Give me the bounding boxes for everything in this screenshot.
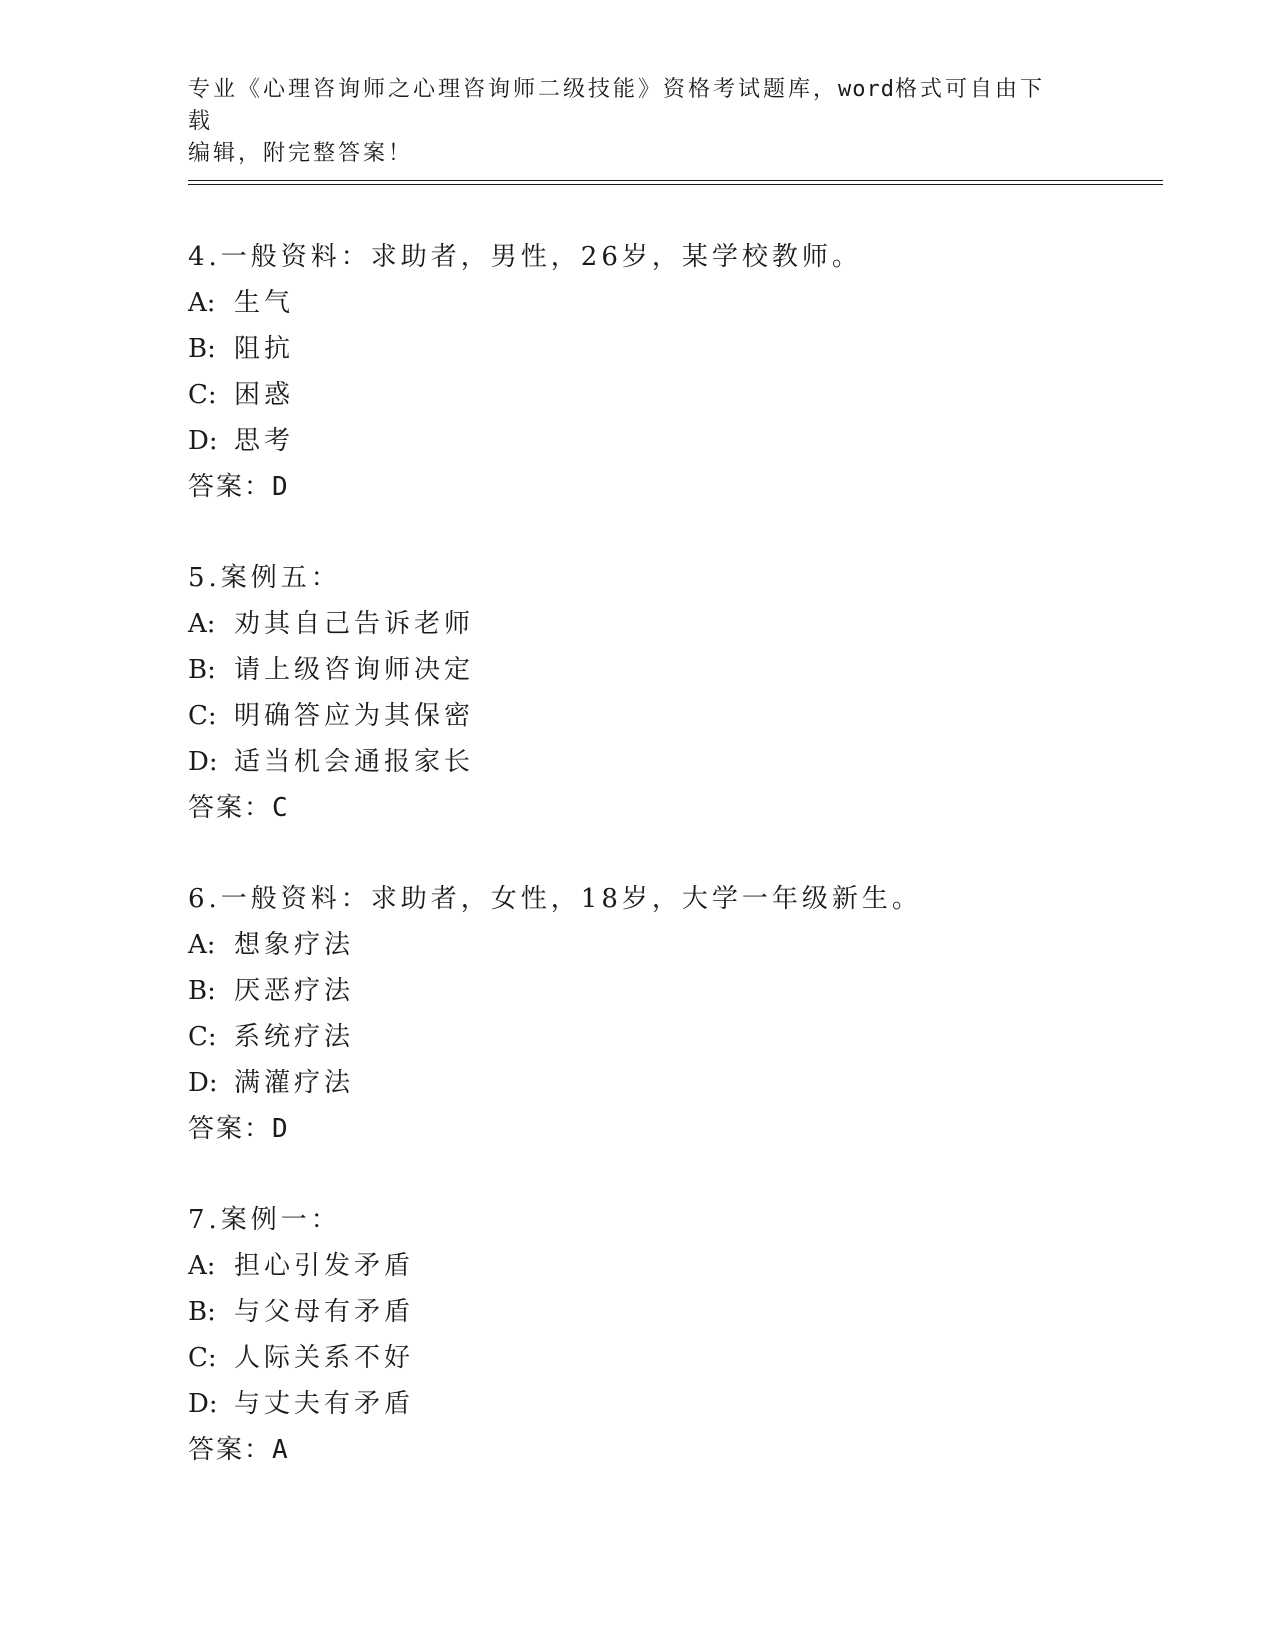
option-b (188, 968, 1088, 1014)
question-7 (188, 1197, 1088, 1473)
option-letter: D: (188, 1068, 218, 1098)
option-d (188, 1060, 1088, 1106)
header-divider-top (188, 180, 1163, 181)
option-letter: B: (188, 655, 216, 685)
header-line-1 (188, 74, 1068, 138)
option-letter: C: (188, 1343, 217, 1373)
answer-value: A (272, 1435, 288, 1465)
header-line-1-post: 格式可自由下载 (188, 77, 1046, 134)
question-stem: 5.案例五： (188, 563, 341, 593)
answer-line (188, 464, 1088, 510)
option-d (188, 739, 1088, 785)
option-d (188, 1381, 1088, 1427)
header-line-1-word: word (838, 77, 895, 102)
answer-label: 答案： (188, 1435, 273, 1465)
answer-value: D (272, 472, 288, 502)
option-c (188, 1014, 1088, 1060)
option-a (188, 280, 1088, 326)
question-stem: 4.一般资料：求助者，男性，26岁，某学校教师。 (188, 242, 862, 272)
question-stem: 6.一般资料：求助者，女性，18岁，大学一年级新生。 (188, 884, 922, 914)
option-text: 适当机会通报家长 (234, 747, 475, 777)
question-6 (188, 876, 1088, 1152)
option-b (188, 647, 1088, 693)
option-a (188, 601, 1088, 647)
option-letter: B: (188, 334, 216, 364)
option-letter: D: (188, 1389, 218, 1419)
answer-label: 答案： (188, 1114, 273, 1144)
option-letter: A: (188, 1251, 216, 1281)
option-letter: C: (188, 380, 217, 410)
header-line-2: 编辑，附完整答案！ (188, 141, 414, 166)
option-c (188, 693, 1088, 739)
option-letter: D: (188, 426, 218, 456)
answer-line (188, 1106, 1088, 1152)
option-text: 担心引发矛盾 (234, 1251, 415, 1281)
option-letter: A: (188, 288, 216, 318)
option-letter: B: (188, 976, 216, 1006)
option-text: 阻抗 (234, 334, 295, 364)
option-text: 想象疗法 (234, 930, 355, 960)
option-text: 劝其自己告诉老师 (234, 609, 475, 639)
option-letter: A: (188, 609, 216, 639)
option-letter: C: (188, 701, 217, 731)
option-text: 思考 (234, 426, 295, 456)
option-b (188, 1289, 1088, 1335)
option-text: 明确答应为其保密 (234, 701, 475, 731)
answer-value: D (272, 1114, 288, 1144)
option-text: 系统疗法 (234, 1022, 355, 1052)
option-c (188, 372, 1088, 418)
question-stem: 7.案例一： (188, 1205, 341, 1235)
option-b (188, 326, 1088, 372)
answer-label: 答案： (188, 793, 273, 823)
answer-line (188, 785, 1088, 831)
document-header (188, 74, 1068, 170)
option-letter: C: (188, 1022, 217, 1052)
option-letter: B: (188, 1297, 216, 1327)
option-text: 与父母有矛盾 (234, 1297, 415, 1327)
option-a (188, 1243, 1088, 1289)
answer-label: 答案： (188, 472, 273, 502)
header-divider-bottom (188, 184, 1163, 185)
option-text: 困惑 (234, 380, 295, 410)
option-letter: A: (188, 930, 216, 960)
option-c (188, 1335, 1088, 1381)
header-line-1-pre: 专业《心理咨询师之心理咨询师二级技能》资格考试题库， (188, 77, 839, 102)
option-text: 生气 (234, 288, 295, 318)
option-letter: D: (188, 747, 218, 777)
option-text: 与丈夫有矛盾 (234, 1389, 415, 1419)
question-5 (188, 555, 1088, 831)
option-d (188, 418, 1088, 464)
option-a (188, 922, 1088, 968)
option-text: 人际关系不好 (234, 1343, 415, 1373)
question-4 (188, 234, 1088, 510)
answer-line (188, 1427, 1088, 1473)
answer-value: C (272, 793, 288, 823)
option-text: 满灌疗法 (234, 1068, 355, 1098)
option-text: 请上级咨询师决定 (234, 655, 475, 685)
option-text: 厌恶疗法 (234, 976, 355, 1006)
